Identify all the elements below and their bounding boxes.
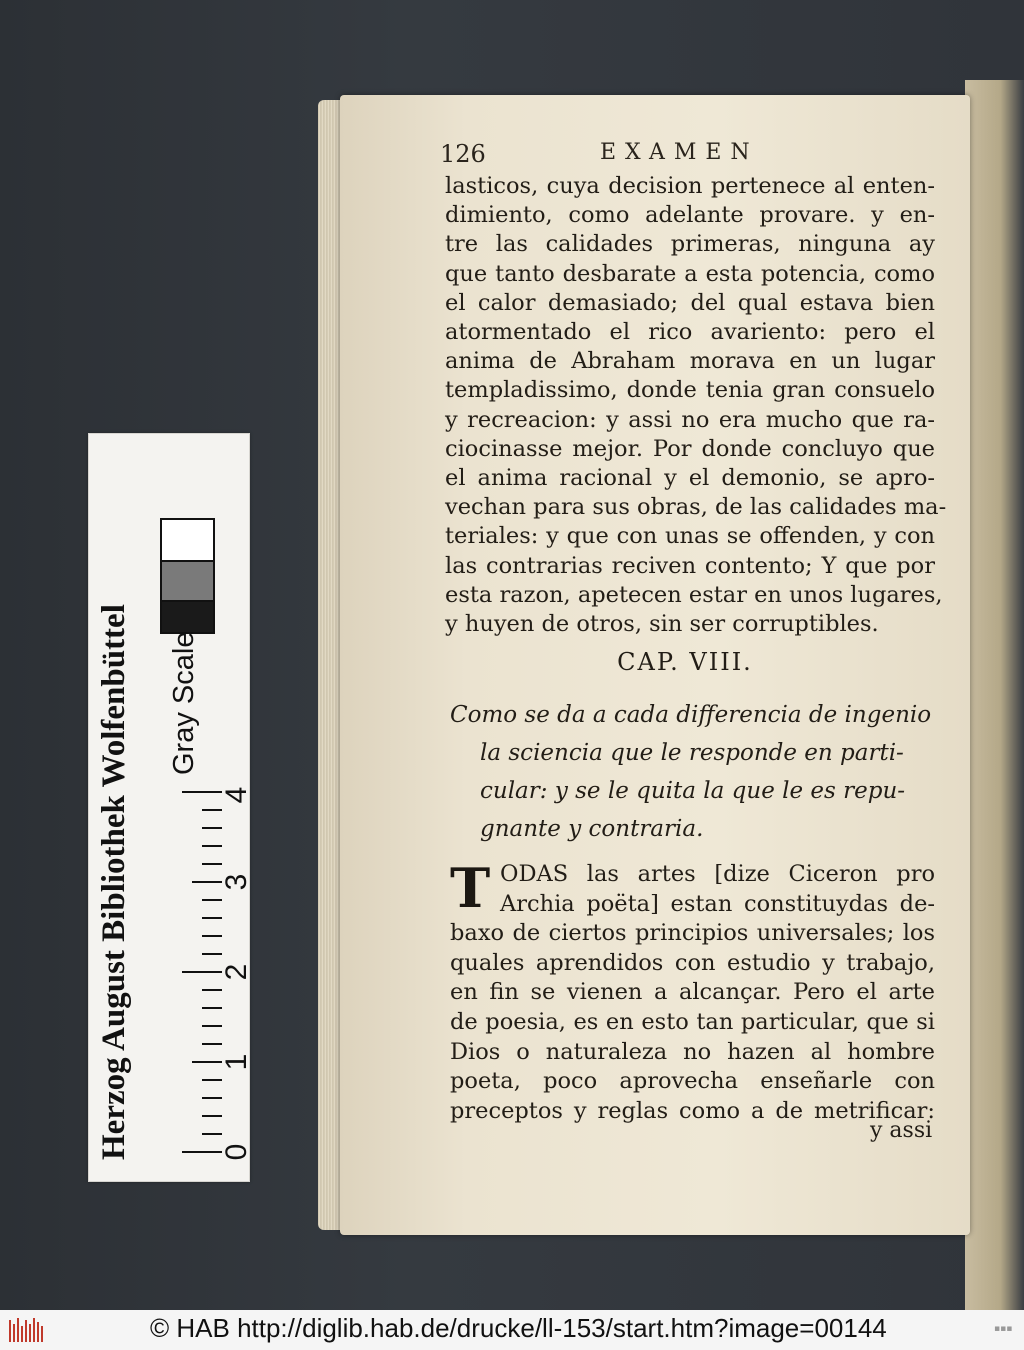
running-head: [440, 140, 940, 174]
text-line: esta razon, apetecen estar en unos lugares,: [445, 581, 943, 608]
gray-scale-label: Gray Scale: [168, 631, 200, 775]
gray-swatch-black: [160, 600, 215, 634]
text-line: tre las calidades primeras, ninguna ay: [445, 231, 935, 258]
text-line: preceptos y reglas como a de metrificar:: [450, 1097, 935, 1124]
ruler-number: 1: [220, 1053, 253, 1071]
ruler-number: 0: [220, 1143, 253, 1161]
text-line: vechan para sus obras, de las calidades ma-: [445, 494, 947, 521]
text-line: el anima racional y el demonio, se apro-: [445, 465, 935, 492]
text-line: de poesia, es en esto tan particular, que si: [450, 1008, 935, 1035]
running-title: EXAMEN: [600, 140, 759, 165]
text-line: lasticos, cuya decision pertenece al enten-: [445, 173, 935, 199]
text-line: Dios o naturaleza no hazen al hombre: [450, 1038, 935, 1065]
text-line: ciocinasse mejor. Por donde concluyo que: [445, 435, 935, 462]
chapter-title: [450, 696, 935, 848]
text-line: atormentado el rico avariento: pero el: [445, 319, 935, 346]
title-line: Como se da a cada differencia de ingenio: [450, 702, 932, 728]
text-line: que tanto desbarate a esta potencia, como: [445, 260, 935, 287]
text-line: las contrarias reciven contento; Y que por: [445, 552, 935, 579]
text-line: y huyen de otros, sin ser corruptibles.: [445, 611, 879, 638]
chapter-heading: CAP. VIII.: [617, 648, 753, 676]
ruler-number: 3: [220, 873, 253, 891]
gray-swatch-white: [160, 518, 215, 562]
hab-logo-icon: [8, 1316, 46, 1344]
catchword: y assi: [870, 1118, 933, 1143]
ruler-institution-label: Herzog August Bibliothek Wolfenbüttel: [96, 604, 132, 1160]
text-line: poeta, poco aprovecha enseñarle con: [450, 1068, 935, 1095]
ruler-number: 2: [220, 963, 253, 981]
footer-bar: [0, 1310, 1024, 1350]
title-line: cular: y se le quita la que le es repu-: [480, 778, 906, 804]
body-text: [445, 172, 947, 639]
footer-credit: © HAB http://diglib.hab.de/drucke/ll-153/start.htm?image=00144: [150, 1313, 887, 1343]
page-number: 126: [440, 140, 486, 168]
first-line-text: ODAS las artes [dize Ciceron pro: [500, 861, 935, 887]
text-line: templadissimo, donde tenia gran consuelo: [445, 377, 935, 404]
text-line: baxo de ciertos principios universales; los: [450, 920, 935, 947]
text-line: el calor demasiado; del qual estava bien: [445, 289, 935, 316]
ruler-number: 4: [220, 786, 253, 804]
text-line: Archia poëta] estan constituydas de-: [500, 890, 935, 917]
title-line: gnante y contraria.: [480, 816, 704, 842]
drop-cap: T: [450, 856, 491, 920]
text-line: quales aprendidos con estudio y trabajo,: [450, 949, 935, 976]
text-line: dimiento, como adelante provare. y en-: [445, 202, 935, 229]
footer-dots: ▪▪▪: [994, 1324, 1013, 1334]
chapter-body: [450, 856, 935, 1126]
text-line: en fin se vienen a alcançar. Pero el arte: [450, 979, 935, 1006]
text-line: anima de Abraham morava en un lugar: [445, 348, 935, 375]
text-line: y recreacion: y assi no era mucho que ra-: [445, 406, 935, 433]
text-line: teriales: y que con unas se offenden, y con: [445, 523, 935, 550]
ruler-ticks: [182, 790, 222, 1155]
facing-page-edge: [965, 80, 1024, 1310]
gray-swatch-mid: [160, 560, 215, 602]
title-line: la sciencia que le responde en parti-: [480, 740, 904, 766]
